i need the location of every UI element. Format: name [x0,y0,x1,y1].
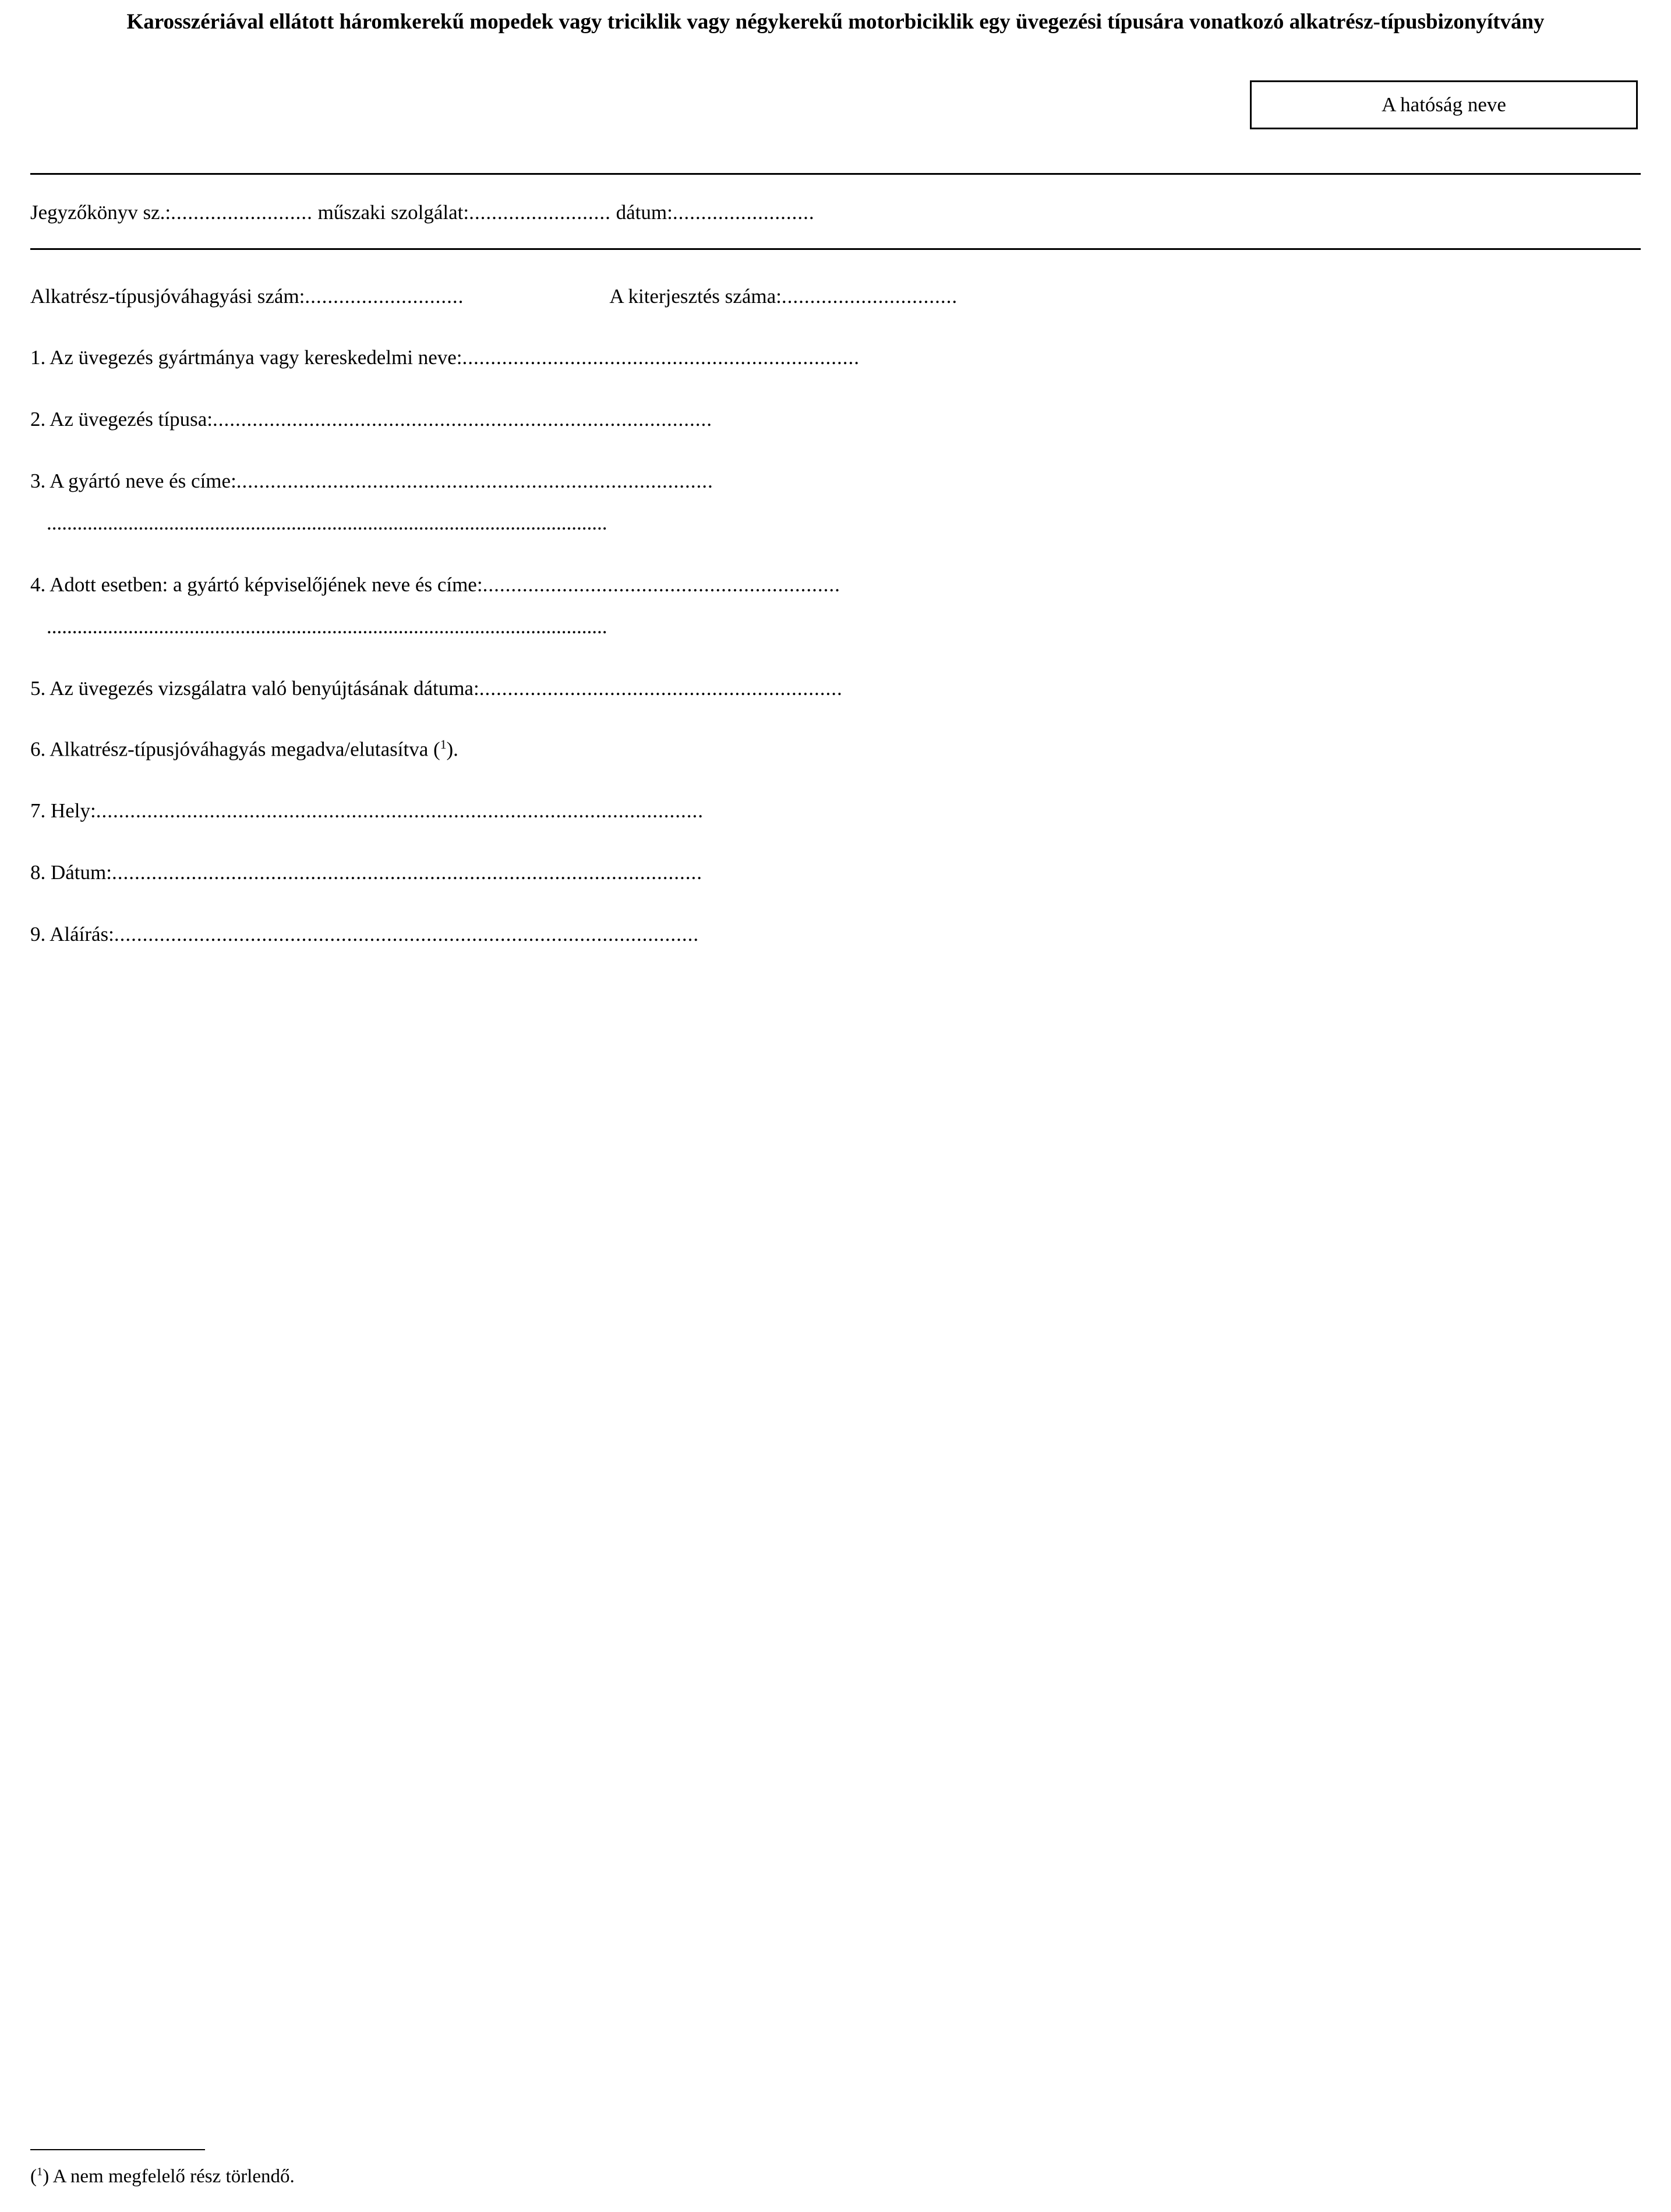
divider-bottom [30,248,1641,250]
field-item-2 [30,407,1641,432]
technical-service-label: műszaki szolgálat: [317,200,469,224]
field-item-3-dots: .................................................................................... [236,469,713,492]
field-item-6 [30,737,1641,762]
footnote-divider [30,2149,205,2150]
authority-box-wrapper [30,80,1641,129]
record-date-label: dátum: [616,200,673,224]
field-item-7 [30,799,1641,823]
record-number-label: Jegyzőkönyv sz.: [30,200,171,224]
record-number-dots: ......................... [171,200,313,224]
field-item-4 [30,573,1641,597]
field-item-1 [30,345,1641,370]
field-item-2-label: 2. Az üvegezés típusa: [30,407,213,431]
extension-number-label: A kiterjesztés száma: [609,284,782,308]
approval-number-label: Alkatrész-típusjóváhagyási szám: [30,284,305,308]
field-item-1-label: 1. Az üvegezés gyártmánya vagy kereskedelmi neve: [30,345,462,369]
footnote-text: ) A nem megfelelő rész törlendő. [43,2166,295,2187]
field-item-7-label: 7. Hely: [30,799,96,823]
approval-number-row [30,285,1641,308]
footnote-1: ($^1$) A nem megfelelő rész törlendő. [30,2165,295,2187]
field-item-6-label-end: ). [446,738,458,761]
authority-name-label: A hatóság neve [1382,93,1506,116]
bottom-spacer [30,947,1641,1191]
extension-number-dots: ............................... [781,284,958,308]
field-item-8-dots: ........................................................................................................ [111,861,702,884]
field-item-3-label: 3. A gyártó neve és címe: [30,469,236,492]
field-item-9 [30,922,1641,947]
field-item-5-dots: ................................................................ [479,676,843,700]
record-line [30,175,1641,248]
field-item-9-label: 9. Aláírás: [30,923,114,946]
approval-number-dots: ............................ [305,284,464,308]
field-item-4-label: 4. Adott esetben: a gyártó képviselőjének neve és címe: [30,573,483,596]
field-item-2-dots: ........................................................................................ [212,407,712,431]
field-item-4-dots: ............................................................... [482,573,840,596]
field-item-8-label: 8. Dátum: [30,861,112,884]
field-item-3 [30,469,1641,493]
field-item-5 [30,676,1641,701]
record-date-dots: ......................... [672,200,815,224]
authority-name-box [1250,80,1638,129]
field-item-6-label: 6. Alkatrész-típusjóváhagyás megadva/elutasítva ( [30,738,440,761]
footnote-marker: 1 [37,2165,43,2178]
footnote-area [30,2149,1603,2188]
field-item-4-continuation: .............................................................................................................. [47,615,607,638]
technical-service-dots: ......................... [469,200,611,224]
field-item-8 [30,860,1641,885]
field-item-1-dots: ...................................................................... [462,345,860,369]
field-item-3-continuation: .............................................................................................................. [47,511,607,534]
field-item-5-label: 5. Az üvegezés vizsgálatra való benyújtásának dátuma: [30,676,479,700]
field-item-6-footnote-marker: 1 [440,737,447,752]
field-item-7-dots: ........................................................................................................... [96,799,704,823]
field-item-9-dots: ....................................................................................................... [114,923,700,946]
page-title: Karosszériával ellátott háromkerekű mopedek vagy triciklik vagy négykerekű motorbiciklik egy üvegezési típusára vonatkozó alkatrész-típusbizonyítvány [126,10,1545,34]
